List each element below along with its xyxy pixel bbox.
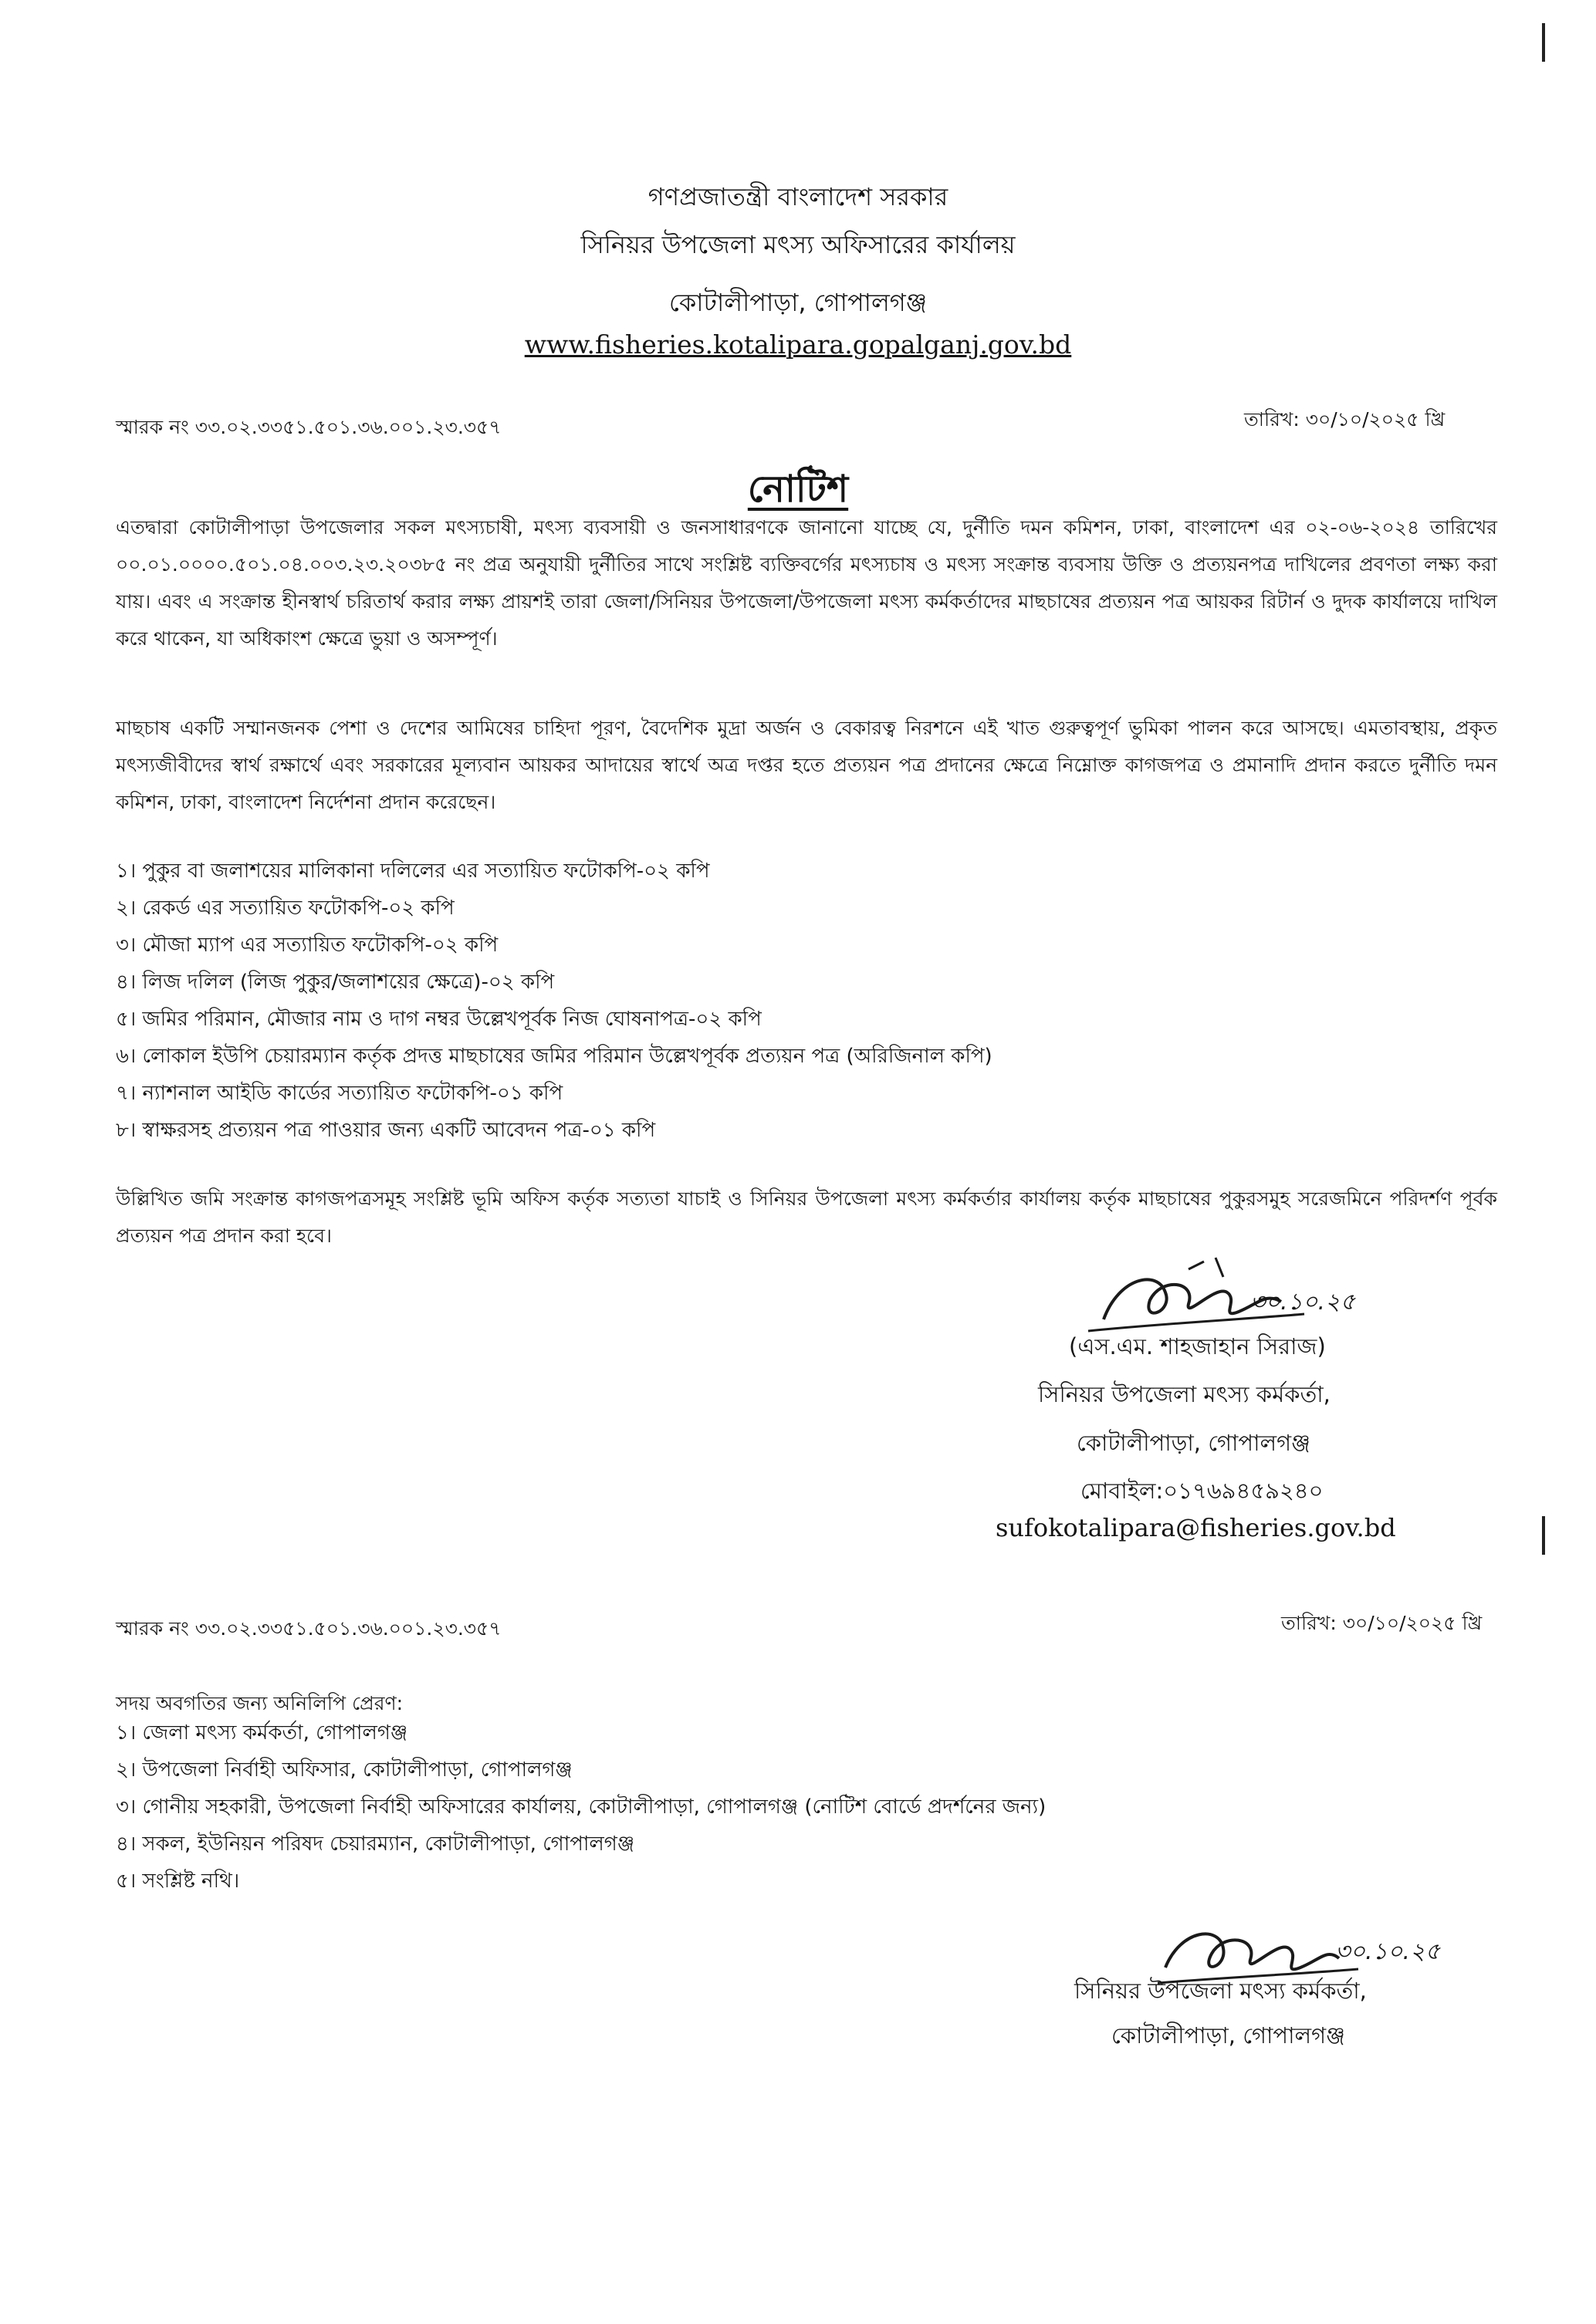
list-item: ৭। ন্যাশনাল আইডি কার্ডের সত্যায়িত ফটোকপি-০১ কপি — [116, 1082, 563, 1105]
government-title: গণপ্রজাতন্ত্রী বাংলাদেশ সরকার — [648, 182, 948, 211]
notice-paragraph-3: উল্লিখিত জমি সংক্রান্ত কাগজপত্রসমূহ সংশ্লিষ্ট ভূমি অফিস কর্তৃক সত্যতা যাচাই ও সিনিয়র উপজেলা মৎস্য কর্মকর্তার কার্যালয় কর্তৃক মাছচাষের পুকুরসমুহ সরেজমিনে পরিদর্শণ পূর্বক প্রত্যয়ন পত্র প্রদান করা হবে। — [116, 1187, 1497, 1247]
signature-date: ৩০.১০.২৫ — [1250, 1289, 1356, 1316]
office-location: কোটালীপাড়া, গোপালগঞ্জ — [668, 288, 928, 317]
signature-date: ৩০.১০.২৫ — [1335, 1938, 1441, 1965]
list-item: ২। উপজেলা নির্বাহী অফিসার, কোটালীপাড়া, গোপালগঞ্জ — [116, 1758, 573, 1782]
list-item: ৪। লিজ দলিল (লিজ পুকুর/জলাশয়ের ক্ষেত্রে)-০২ কপি — [116, 971, 555, 994]
list-item: ২। রেকর্ড এর সত্যায়িত ফটোকপি-০২ কপি — [116, 897, 455, 920]
list-item: ৬। লোকাল ইউপি চেয়ারম্যান কর্তৃক প্রদত্ত মাছচাষের জমির পরিমান উল্লেখপূর্বক প্রত্যয়ন পত্র (অরিজিনাল কপি) — [116, 1045, 992, 1068]
required-documents-list — [116, 853, 992, 1149]
memo-reference: স্মারক নং ৩৩.০২.৩৩৫১.৫০১.৩৬.০০১.২৩.৩৫৭ — [116, 1617, 502, 1640]
list-item: ৮। স্বাক্ষরসহ প্রত্যয়ন পত্র পাওয়ার জন্য একটি আবেদন পত্র-০১ কপি — [116, 1119, 656, 1142]
office-name: সিনিয়র উপজেলা মৎস্য অফিসারের কার্যালয় — [580, 230, 1016, 259]
signatory-location: কোটালীপাড়া, গোপালগঞ্জ — [1111, 2022, 1345, 2049]
list-item: ১। পুকুর বা জলাশয়ের মালিকানা দলিলের এর সত্যায়িত ফটোকপি-০২ কপি — [116, 860, 710, 883]
list-item: ৫। সংশ্লিষ্ট নথি। — [116, 1870, 240, 1893]
list-item: ৫। জমির পরিমান, মৌজার নাম ও দাগ নম্বর উল্লেখপূর্বক নিজ ঘোষনাপত্র-০২ কপি — [116, 1008, 762, 1031]
list-item: ৪। সকল, ইউনিয়ন পরিষদ চেয়ারম্যান, কোটালীপাড়া, গোপালগঞ্জ — [116, 1833, 635, 1856]
scan-edge-mark — [1536, 19, 1551, 66]
distribution-heading: সদয় অবগতির জন্য অনিলিপি প্রেরণ: — [116, 1692, 404, 1714]
website-link[interactable]: www.fisheries.kotalipara.gopalganj.gov.bd — [524, 329, 1072, 360]
signatory-designation: সিনিয়র উপজেলা মৎস্য কর্মকর্তা, — [1038, 1381, 1331, 1407]
signatory-designation: সিনিয়র উপজেলা মৎস্য কর্মকর্তা, — [1074, 1978, 1367, 2004]
memo-date: তারিখ: ৩০/১০/২০২৫ খ্রি — [1281, 1612, 1483, 1634]
signatory-mobile: মোবাইল:০১৭৬৯৪৫৯২৪০ — [1080, 1478, 1324, 1504]
scan-edge-mark — [1536, 1512, 1551, 1559]
signatory-email[interactable]: sufokotalipara@fisheries.gov.bd — [996, 1513, 1396, 1542]
notice-paragraph-2: মাছচাষ একটি সম্মানজনক পেশা ও দেশের আমিষের চাহিদা পূরণ, বৈদেশিক মুদ্রা অর্জন ও বেকারত্ব নিরশনে এই খাত গুরুত্বপূর্ণ ভুমিকা পালন করে আসছে। এমতাবস্থায়, প্রকৃত মৎস্যজীবীদের স্বার্থ রক্ষার্থে এবং সরকারের মূল্যবান আয়কর আদায়ের স্বার্থে অত্র দপ্তর হতে প্রত্যয়ন পত্র প্রদানের ক্ষেত্রে নিম্নোক্ত কাগজপত্র ও প্রমানাদি প্রদান করতে দুর্নীতি দমন কমিশন, ঢাকা, বাংলাদেশ নির্দেশনা প্রদান করেছেন। — [116, 717, 1497, 813]
signatory-location: কোটালীপাড়া, গোপালগঞ্জ — [1077, 1430, 1310, 1456]
notice-title: নোটিশ — [747, 468, 849, 511]
notice-paragraph-1: এতদ্বারা কোটালীপাড়া উপজেলার সকল মৎস্যচাষী, মৎস্য ব্যবসায়ী ও জনসাধারণকে জানানো যাচ্ছে যে, দুর্নীতি দমন কমিশন, ঢাকা, বাংলাদেশ এর ০২-০৬-২০২৪ তারিখের ০০.০১.০০০০.৫০১.০৪.০০৩.২৩.২০৩৮৫ নং প্রত্র অনুযায়ী দুর্নীতির সাথে সংশ্লিষ্ট ব্যক্তিবর্গের মৎস্যচাষ ও মৎস্য সংক্রান্ত ব্যবসায় উক্তি ও প্রত্যয়নপত্র দাখিলের প্রবণতা লক্ষ্য করা যায়। এবং এ সংক্রান্ত হীনস্বার্থ চরিতার্থ করার লক্ষ্য প্রায়শই তারা জেলা/সিনিয়র উপজেলা/উপজেলা মৎস্য কর্মকর্তাদের মাছচাষের প্রত্যয়ন পত্র আয়কর রিটার্ন ও দুদক কার্যালয়ে দাখিল করে থাকেন, যা অধিকাংশ ক্ষেত্রে ভুয়া ও অসম্পূর্ণ। — [116, 516, 1497, 650]
memo-date: তারিখ: ৩০/১০/২০২৫ খ্রি — [1244, 408, 1446, 431]
memo-reference: স্মারক নং ৩৩.০২.৩৩৫১.৫০১.৩৬.০০১.২৩.৩৫৭ — [116, 416, 502, 438]
signatory-name: (এস.এম. শাহজাহান সিরাজ) — [1069, 1333, 1326, 1360]
distribution-list — [116, 1714, 1046, 1900]
list-item: ৩। মৌজা ম্যাপ এর সত্যায়িত ফটোকপি-০২ কপি — [116, 934, 499, 957]
list-item: ৩। গোনীয় সহকারী, উপজেলা নির্বাহী অফিসারের কার্যালয়, কোটালীপাড়া, গোপালগঞ্জ (নোটিশ বোর্ডে প্রদর্শনের জন্য) — [116, 1795, 1047, 1819]
list-item: ১। জেলা মৎস্য কর্মকর্তা, গোপালগঞ্জ — [116, 1721, 408, 1745]
